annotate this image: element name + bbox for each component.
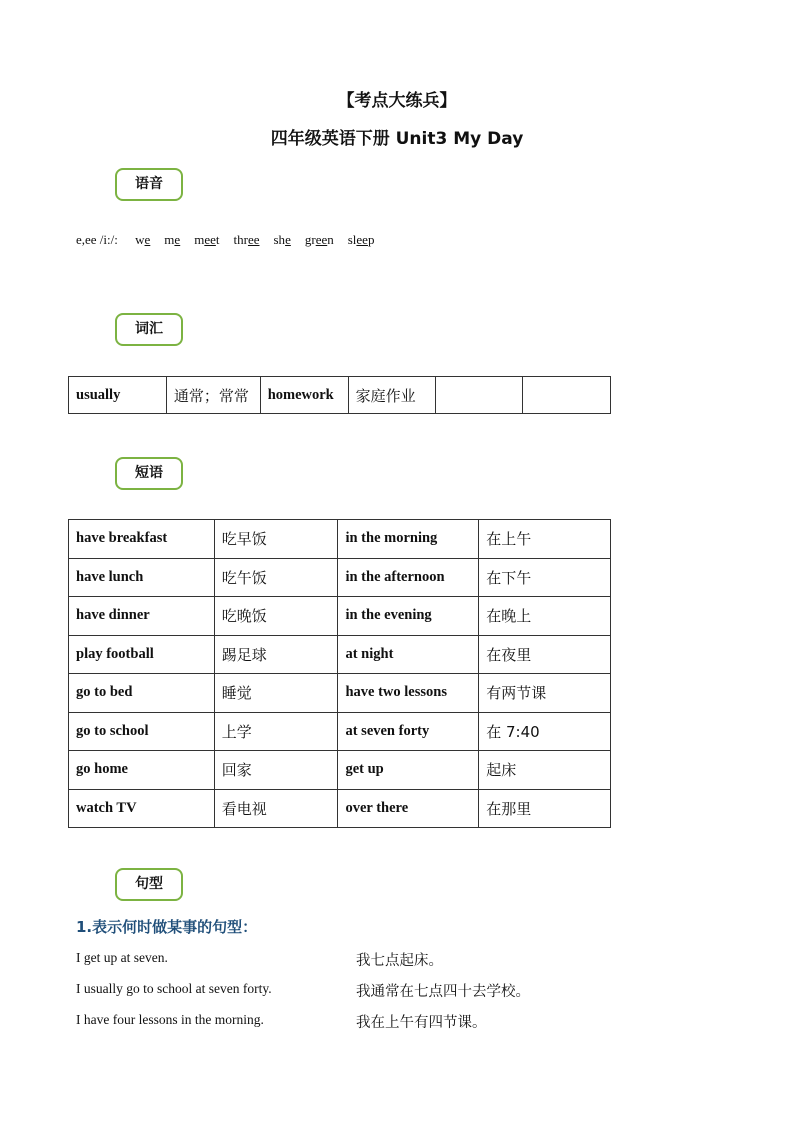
phonics-line [76,232,374,248]
phonics-word-end: t [215,232,220,247]
phrase-en: go to school [69,712,215,751]
phonics-rule: e,ee /i:/: [76,232,118,247]
phonics-word-start: gr [304,232,316,247]
vocab-zh-empty [523,377,611,414]
phonics-word-start: w [135,232,145,247]
phrase-en: have breakfast [69,520,215,559]
phrase-zh: 起床 [479,751,611,790]
phrase-en: in the afternoon [338,558,479,597]
phonics-word-start: sl [347,232,357,247]
phrase-zh: 在下午 [479,558,611,597]
phrase-en: over there [338,789,479,828]
vocab-en-empty [436,377,523,414]
phonics-underlined-letters: ee [247,232,260,247]
vocab-zh: 家庭作业 [348,377,436,414]
phrase-zh: 吃午饭 [214,558,338,597]
phonics-underlined-letters: e [174,232,181,247]
phonics-underlined-letters: ee [315,232,328,247]
phrase-en: get up [338,751,479,790]
table-row [69,520,611,559]
phrase-zh: 在那里 [479,789,611,828]
sentence-heading: 1.表示何时做某事的句型： [76,918,258,936]
table-row [69,674,611,713]
sentence-zh: 我在上午有四节课。 [356,1015,487,1031]
sentence-en: I have four lessons in the morning. [76,1012,264,1027]
phrase-zh: 吃早饭 [214,520,338,559]
vocab-zh: 通常；常常 [166,377,260,414]
phonics-word [305,232,334,248]
phrase-en: go to bed [69,674,215,713]
phrase-en: play football [69,635,215,674]
phrase-en: in the evening [338,597,479,636]
phrase-en: have dinner [69,597,215,636]
phrase-en: have lunch [69,558,215,597]
phonics-word-end: n [327,232,334,247]
sentence-zh: 我通常在七点四十去学校。 [356,984,530,1000]
table-row [69,597,611,636]
phrase-zh: 睡觉 [214,674,338,713]
phonics-word-start: sh [273,232,286,247]
sentence-en: I usually go to school at seven forty. [76,981,272,996]
phrase-zh: 看电视 [214,789,338,828]
phonics-word [194,232,219,248]
page-subtitle: 四年级英语下册 Unit3 My Day [270,129,524,149]
phrase-zh: 在上午 [479,520,611,559]
phonics-underlined-letters: ee [356,232,368,247]
phonics-word [348,232,375,248]
section-tag-sentences: 句型 [115,868,183,901]
phonics-word-start: m [194,232,205,247]
phonics-word-end: p [367,232,375,247]
phrase-zh: 回家 [214,751,338,790]
phonics-underlined-letters: ee [204,232,216,247]
table-row [69,377,611,414]
phrase-zh: 在夜里 [479,635,611,674]
phrases-table [68,519,611,828]
phrase-zh: 在 7:40 [479,712,611,751]
page-title: 【考点大练兵】 [337,91,457,111]
phrase-zh: 踢足球 [214,635,338,674]
phrase-zh: 上学 [214,712,338,751]
vocab-en: homework [260,377,348,414]
phrase-en: have two lessons [338,674,479,713]
phonics-word-start: thr [233,232,248,247]
phrase-en: in the morning [338,520,479,559]
vocab-en: usually [69,377,167,414]
sentence-zh: 我七点起床。 [356,953,443,969]
phonics-underlined-letters: e [285,232,291,247]
sentence-en: I get up at seven. [76,950,168,965]
phrase-zh: 吃晚饭 [214,597,338,636]
vocabulary-table [68,376,611,414]
phonics-underlined-letters: e [144,232,151,247]
phrase-zh: 有两节课 [479,674,611,713]
phrase-zh: 在晚上 [479,597,611,636]
phrase-en: go home [69,751,215,790]
section-tag-phrases: 短语 [115,457,183,490]
phonics-word [135,232,150,248]
phonics-word [164,232,180,248]
phrase-en: at seven forty [338,712,479,751]
phrase-en: at night [338,635,479,674]
table-row [69,635,611,674]
section-tag-phonics: 语音 [115,168,183,201]
section-tag-vocabulary: 词汇 [115,313,183,346]
phonics-word [234,232,260,248]
table-row [69,789,611,828]
table-row [69,751,611,790]
table-row [69,712,611,751]
phrase-en: watch TV [69,789,215,828]
phonics-word-start: m [164,232,175,247]
table-row [69,558,611,597]
phonics-word [274,232,291,248]
